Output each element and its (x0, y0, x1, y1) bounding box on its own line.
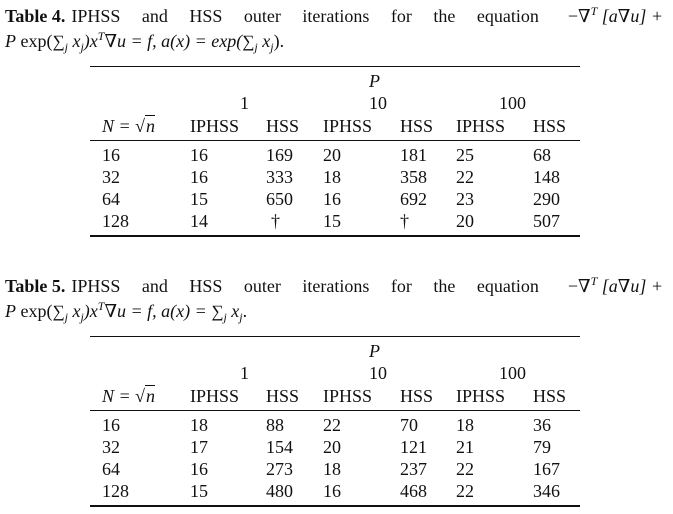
table-cell: 167 (533, 459, 560, 479)
table-cell: 468 (400, 481, 427, 501)
table-cell: 169 (266, 145, 293, 165)
group-10: 10 (369, 93, 387, 113)
table-cell: 32 (102, 167, 120, 187)
group-10: 10 (369, 363, 387, 383)
table-cell: 290 (533, 189, 560, 209)
table-cell: 23 (456, 189, 474, 209)
top-rule (90, 336, 580, 337)
col-header: IPHSS (456, 116, 506, 136)
table-cell: 346 (533, 481, 560, 501)
table5-caption (5, 275, 663, 325)
table-cell: 121 (400, 437, 427, 457)
table-cell: 20 (323, 437, 341, 457)
table-cell: 181 (400, 145, 427, 165)
table-cell: 14 (190, 211, 208, 231)
table4-caption (5, 5, 663, 55)
table-cell: 273 (266, 459, 293, 479)
caption-label: Table 5. (5, 276, 66, 296)
table-cell: 16 (102, 415, 120, 435)
table-cell: 21 (456, 437, 474, 457)
bottom-rule (90, 235, 580, 237)
table-cell: 237 (400, 459, 427, 479)
table-cell: 154 (266, 437, 293, 457)
n-header: N = √n (102, 116, 156, 136)
table-cell: 18 (323, 167, 341, 187)
table-cell: 88 (266, 415, 284, 435)
table-cell: 15 (190, 189, 208, 209)
table-cell: 16 (190, 167, 208, 187)
table-cell: 20 (323, 145, 341, 165)
col-header: IPHSS (190, 116, 240, 136)
table-cell: 20 (456, 211, 474, 231)
caption-equation-start: −∇$^T$ [a∇u] + (567, 274, 663, 296)
table-cell: 16 (323, 481, 341, 501)
table-cell: 64 (102, 459, 120, 479)
table-cell: 36 (533, 415, 551, 435)
table-cell: 507 (533, 211, 560, 231)
table-cell: † (400, 211, 409, 231)
col-header: HSS (533, 386, 567, 406)
table-cell: 650 (266, 189, 293, 209)
table-cell: 18 (190, 415, 208, 435)
caption-text: IPHSS and HSS outer iterations for the equation −∇$^T$ [a∇u] + (71, 275, 663, 300)
col-header: HSS (266, 116, 300, 136)
group-1: 1 (240, 363, 249, 383)
table-cell: 18 (456, 415, 474, 435)
group-100: 100 (499, 363, 526, 383)
table-cell: 16 (190, 145, 208, 165)
table-cell: 148 (533, 167, 560, 187)
table-cell: 68 (533, 145, 551, 165)
table-cell: 15 (323, 211, 341, 231)
caption-line-2: P $\exp(\sum_j$ $x_j)x^T\nabla u = f$, $a(x) = \sum_j$ $x_j$. (5, 299, 248, 324)
table-cell: 128 (102, 481, 129, 501)
bottom-rule (90, 505, 580, 507)
table-cell: 333 (266, 167, 293, 187)
col-header: HSS (400, 386, 434, 406)
table-cell: † (271, 211, 280, 231)
table-cell: 22 (456, 481, 474, 501)
col-header: IPHSS (456, 386, 506, 406)
table-cell: 15 (190, 481, 208, 501)
p-header: P (369, 71, 380, 91)
table-cell: 16 (323, 189, 341, 209)
table-cell: 22 (456, 167, 474, 187)
header-rule (90, 410, 580, 411)
table-cell: 16 (190, 459, 208, 479)
col-header: HSS (533, 116, 567, 136)
caption-line-1 (5, 275, 663, 300)
caption-equation-start: −∇$^T$ [a∇u] + (567, 4, 663, 26)
caption-line-2: P $\exp(\sum_j$ $x_j)x^T\nabla u = f$, $a(x) = \exp(\sum_j$ $x_j$). (5, 29, 285, 54)
caption-label: Table 4. (5, 6, 66, 26)
header-rule (90, 140, 580, 141)
table-cell: 16 (102, 145, 120, 165)
table-cell: 128 (102, 211, 129, 231)
table-cell: 79 (533, 437, 551, 457)
col-header: IPHSS (323, 386, 373, 406)
table-cell: 70 (400, 415, 418, 435)
group-100: 100 (499, 93, 526, 113)
table-cell: 692 (400, 189, 427, 209)
col-header: HSS (400, 116, 434, 136)
table-cell: 22 (456, 459, 474, 479)
table-cell: 18 (323, 459, 341, 479)
table-cell: 22 (323, 415, 341, 435)
table-cell: 17 (190, 437, 208, 457)
group-1: 1 (240, 93, 249, 113)
table-cell: 358 (400, 167, 427, 187)
table-cell: 32 (102, 437, 120, 457)
col-header: IPHSS (323, 116, 373, 136)
top-rule (90, 66, 580, 67)
caption-line-1 (5, 5, 663, 30)
caption-text: IPHSS and HSS outer iterations for the equation −∇$^T$ [a∇u] + (71, 5, 663, 30)
table-cell: 64 (102, 189, 120, 209)
table-cell: 480 (266, 481, 293, 501)
p-header: P (369, 341, 380, 361)
col-header: HSS (266, 386, 300, 406)
col-header: IPHSS (190, 386, 240, 406)
table-cell: 25 (456, 145, 474, 165)
n-header: N = √n (102, 386, 156, 406)
